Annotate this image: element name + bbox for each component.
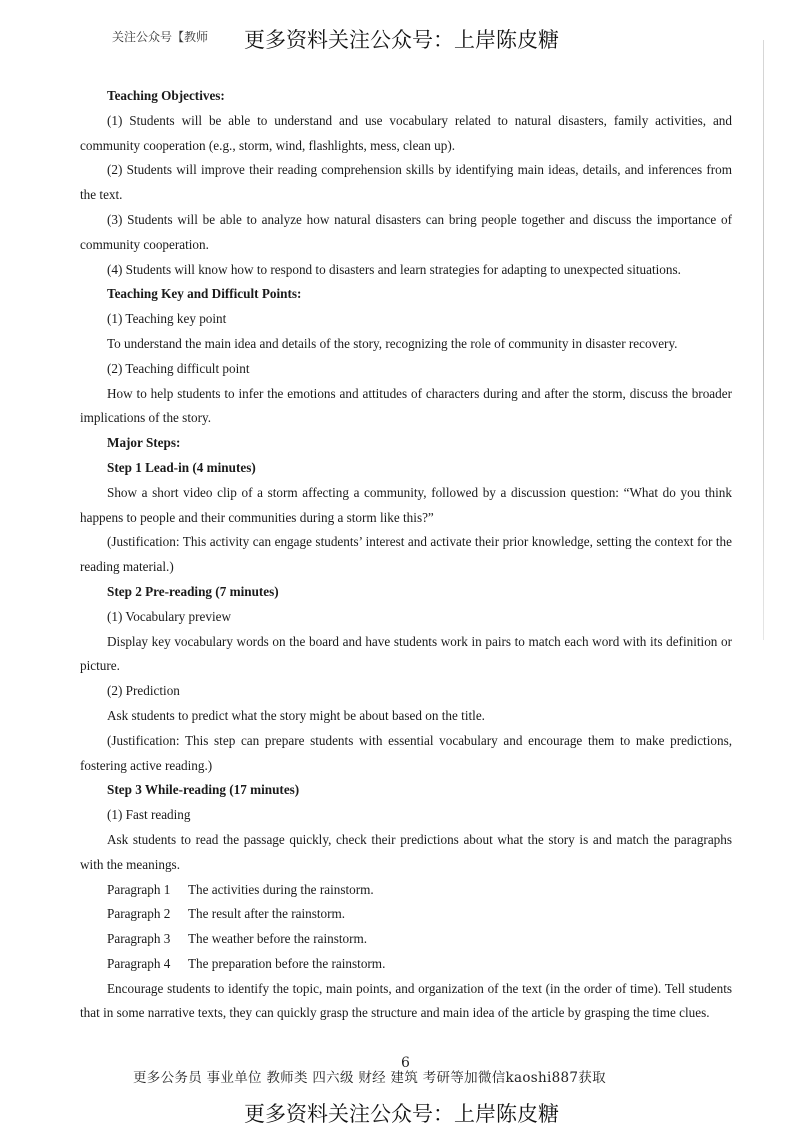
paragraph-meaning: The weather before the rainstorm.: [188, 931, 368, 947]
key-point-text: To understand the main idea and details of the story, recognizing the role of community in disaster recovery.: [107, 335, 678, 351]
paragraph-row: [80, 927, 732, 952]
paragraph-meaning: The result after the rainstorm.: [188, 906, 346, 922]
teaching-objectives-heading: Teaching Objectives:: [107, 88, 225, 103]
paragraph-label: Paragraph 3: [107, 931, 171, 947]
step3-sub1: (1) Fast reading: [107, 807, 191, 823]
footer-watermark-big: 更多资料关注公众号：上岸陈皮糖: [244, 1102, 559, 1126]
page-number: 6: [401, 1055, 410, 1071]
paragraph-meaning: The activities during the rainstorm.: [188, 881, 374, 897]
key-points-heading: Teaching Key and Difficult Points:: [107, 286, 302, 302]
step2-text1: Display key vocabulary words on the board and have students work in pairs to match each word with its definition or picture.: [80, 633, 732, 674]
step2-justification: (Justification: This step can prepare students with essential vocabulary and encourage them to make predictions, fostering active reading.): [80, 732, 732, 773]
key-point-label: (1) Teaching key point: [107, 311, 227, 327]
paragraph-meaning: The preparation before the rainstorm.: [188, 955, 386, 971]
step2-sub2: (2) Prediction: [107, 683, 180, 699]
paragraph-row: [80, 878, 732, 903]
step3-text1: Ask students to read the passage quickly, check their predictions about what the story is and match the paragraphs with the meanings.: [80, 831, 732, 872]
objective-1: (1) Students will be able to understand and use vocabulary related to natural disasters, family activities, and community cooperation (e.g., storm, wind, flashlights, mess, clean up).: [80, 112, 732, 153]
step1-justification: (Justification: This activity can engage students’ interest and activate their prior knowledge, setting the context for the reading material.): [80, 534, 732, 575]
paragraph-row: [80, 952, 732, 977]
scan-edge-line: [763, 40, 764, 640]
step3-text2: Encourage students to identify the topic, main points, and organization of the text (in the order of time). Tell students that in some narrative texts, they can quickly grasp the structure and main idea of the article by grasping the time clues.: [80, 980, 732, 1021]
difficult-point-text: How to help students to infer the emotions and attitudes of characters during and after the storm, discuss the broader implications of the story.: [80, 385, 732, 426]
step1-heading: Step 1 Lead-in (4 minutes): [107, 459, 256, 475]
step2-sub1: (1) Vocabulary preview: [107, 608, 232, 624]
document-body: [80, 84, 732, 1026]
header-watermark-small: 关注公众号【教师: [112, 30, 209, 44]
paragraph-label: Paragraph 4: [107, 955, 171, 971]
paragraph-label: Paragraph 2: [107, 906, 171, 922]
objective-3: (3) Students will be able to analyze how natural disasters can bring people together and discuss the importance of community cooperation.: [80, 211, 732, 252]
step2-heading: Step 2 Pre-reading (7 minutes): [107, 583, 279, 599]
paragraph-label: Paragraph 1: [107, 881, 171, 897]
step2-text2: Ask students to predict what the story might be about based on the title.: [107, 707, 485, 723]
step3-heading: Step 3 While-reading (17 minutes): [107, 782, 300, 798]
major-steps-heading: Major Steps:: [107, 435, 181, 451]
header-watermark-big: 更多资料关注公众号：上岸陈皮糖: [244, 28, 559, 52]
footer-watermark-small: 更多公务员 事业单位 教师类 四六级 财经 建筑 考研等加微信kaoshi887获取: [133, 1070, 606, 1086]
objective-2: (2) Students will improve their reading comprehension skills by identifying main ideas, details, and inferences from the text.: [80, 162, 732, 203]
objective-4: (4) Students will know how to respond to disasters and learn strategies for adapting to unexpected situations.: [107, 261, 681, 277]
step1-text: Show a short video clip of a storm affecting a community, followed by a discussion question: “What do you think happens to people and their communities during a storm like this?”: [80, 484, 732, 525]
paragraph-row: [80, 902, 732, 927]
difficult-point-label: (2) Teaching difficult point: [107, 360, 250, 376]
